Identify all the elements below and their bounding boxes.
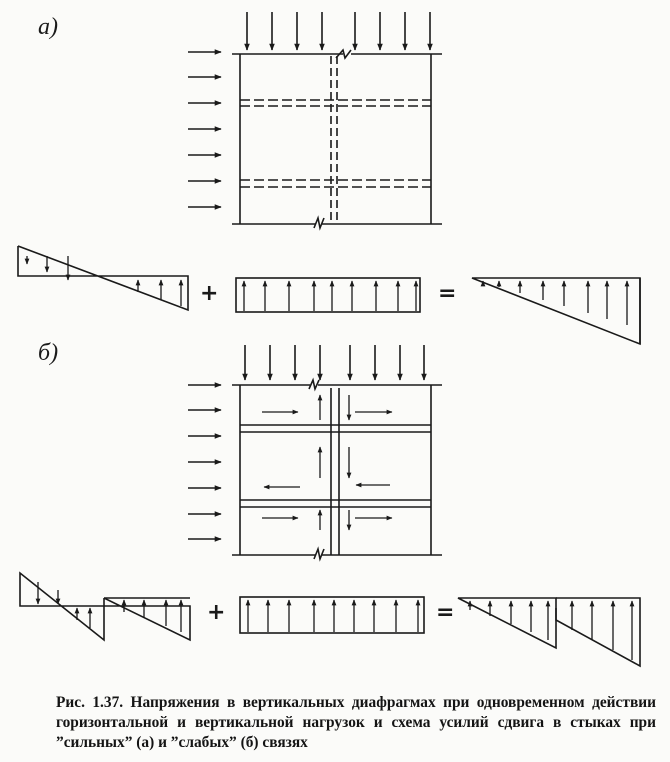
equals-sign-b: = [436, 600, 455, 625]
resulting-stress-diagram [472, 278, 640, 344]
resulting-stress-diagram-part1 [458, 598, 556, 648]
break-mark [314, 218, 324, 228]
caption-number: Рис. 1.37. [56, 694, 124, 711]
diagram-a [18, 12, 640, 344]
bending-stress-diagram-part2 [104, 598, 190, 640]
plus-sign-a: + [200, 281, 219, 306]
resulting-stress-diagram-part2 [556, 598, 640, 666]
bending-stress-diagram-part1 [20, 573, 104, 640]
caption-text: Напряжения в вертикальных диафрагмах при одновременном действии горизонтальной и вертикальной нагрузок и схема усилий сдвига в стыках при ”сильных” (а) и ”слабых” (б) связях [56, 694, 656, 751]
break-mark [314, 549, 324, 559]
part-b-label: б) [38, 340, 59, 366]
diagram-b [20, 345, 640, 666]
plus-sign-b: + [207, 600, 226, 625]
figure-caption [56, 693, 656, 753]
uniform-stress-diagram [236, 278, 420, 312]
break-mark [309, 380, 319, 389]
part-a-label: а) [38, 14, 58, 40]
bending-stress-diagram [18, 246, 188, 310]
equals-sign-a: = [438, 281, 457, 306]
